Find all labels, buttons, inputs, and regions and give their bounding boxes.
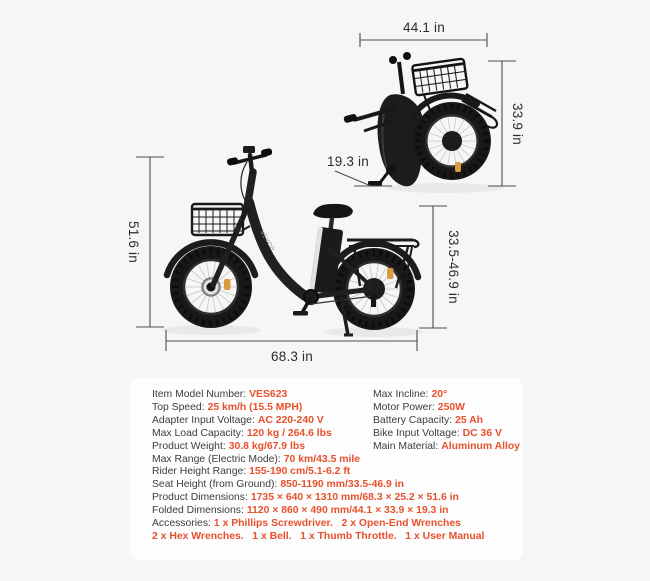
spec-value: 25 Ah	[455, 414, 484, 426]
dim-label-folded-depth: 19.3 in	[327, 154, 369, 169]
frame-brand-logo: VEVOR	[258, 229, 276, 253]
spec-value: 30.8 kg/67.9 lbs	[228, 440, 305, 452]
folded-hub-motor	[442, 131, 462, 151]
dim-label-folded-height: 33.9 in	[510, 103, 525, 145]
spec-value: Aluminum Alloy	[441, 440, 520, 452]
dim-label-bike-height: 51.6 in	[126, 221, 141, 263]
spec-value: 1735 × 640 × 1310 mm/68.3 × 25.2 × 51.6 in	[250, 492, 459, 504]
spec-row-seat-height	[152, 479, 523, 492]
pedal	[293, 311, 308, 316]
spec-row-product-dimensions	[152, 492, 523, 505]
spec-row-max-incline	[373, 389, 520, 402]
front-reflector	[224, 279, 231, 290]
spec-label: Battery Capacity:	[373, 414, 453, 426]
spec-value: 120 kg / 264.6 lbs	[246, 427, 332, 439]
spec-row-accessories-continued	[152, 531, 523, 544]
spec-value: 25 km/h (15.5 MPH)	[207, 401, 303, 413]
spec-label: Main Material:	[373, 440, 439, 452]
spec-value: 250W	[437, 401, 465, 413]
spec-label: Rider Height Range:	[152, 466, 247, 478]
spec-value: 155-190 cm/5.1-6.2 ft	[249, 466, 351, 478]
spec-row-bike-input-voltage	[373, 428, 520, 441]
spec-row-max-range	[152, 454, 523, 467]
spec-label: Motor Power:	[373, 401, 435, 413]
folded-handlebar-grip	[343, 113, 357, 123]
derailleur	[371, 294, 376, 307]
spec-row-battery-capacity	[373, 415, 520, 428]
spec-label: Top Speed:	[152, 401, 205, 413]
folded-reflector	[455, 162, 461, 172]
spec-label: Adapter Input Voltage:	[152, 414, 255, 426]
spec-value: 20°	[431, 389, 448, 400]
spec-label: Seat Height (from Ground):	[152, 479, 278, 491]
spec-label: Bike Input Voltage:	[373, 427, 460, 439]
folded-basket	[412, 59, 468, 96]
spec-value: 850-1190 mm/33.5-46.9 in	[280, 479, 404, 491]
spec-row-accessories	[152, 518, 523, 531]
spec-label: Product Weight:	[152, 440, 226, 452]
right-grip	[260, 148, 272, 157]
spec-label: Max Load Capacity:	[152, 427, 244, 439]
spec-label: Folded Dimensions:	[152, 505, 244, 517]
spec-value: 70 km/43.5 mile	[283, 453, 361, 465]
folded-grip-right	[403, 52, 411, 60]
spec-column-right	[373, 389, 520, 454]
spec-label: Product Dimensions:	[152, 492, 248, 504]
spec-value: VES623	[249, 389, 288, 400]
saddle	[313, 204, 353, 218]
left-grip	[226, 157, 238, 166]
spec-value: 2 x Hex Wrenches. 1 x Bell. 1 x Thumb Throttle. 1 x User Manual	[152, 530, 485, 542]
spec-row-main-material	[373, 441, 520, 454]
rear-reflector	[387, 268, 394, 279]
spec-panel	[130, 378, 523, 560]
down-tube	[249, 202, 305, 296]
spec-label: Accessories:	[152, 518, 211, 530]
spec-value: DC 36 V	[462, 427, 502, 439]
folded-stem	[399, 62, 403, 94]
spec-value: AC 220-240 V	[257, 414, 324, 426]
dim-label-seat-height-range: 33.5-46.9 in	[446, 230, 461, 304]
spec-row-folded-dimensions	[152, 505, 523, 518]
dim-label-folded-width: 44.1 in	[403, 20, 445, 35]
spec-label: Max Range (Electric Mode):	[152, 453, 281, 465]
front-wheel	[170, 246, 252, 328]
spec-row-rider-height	[152, 466, 523, 479]
folded-grip-left	[389, 56, 397, 64]
display-unit	[243, 146, 255, 153]
dim-label-bike-length: 68.3 in	[271, 349, 313, 364]
spec-label: Item Model Number:	[152, 389, 247, 400]
spec-label: Max Incline:	[373, 389, 429, 400]
spec-row-motor-power	[373, 402, 520, 415]
spec-value: 1 x Phillips Screwdriver. 2 x Open-End Wrenches	[213, 518, 461, 530]
spec-value: 1120 × 860 × 490 mm/44.1 × 33.9 × 19.3 in	[246, 505, 449, 517]
